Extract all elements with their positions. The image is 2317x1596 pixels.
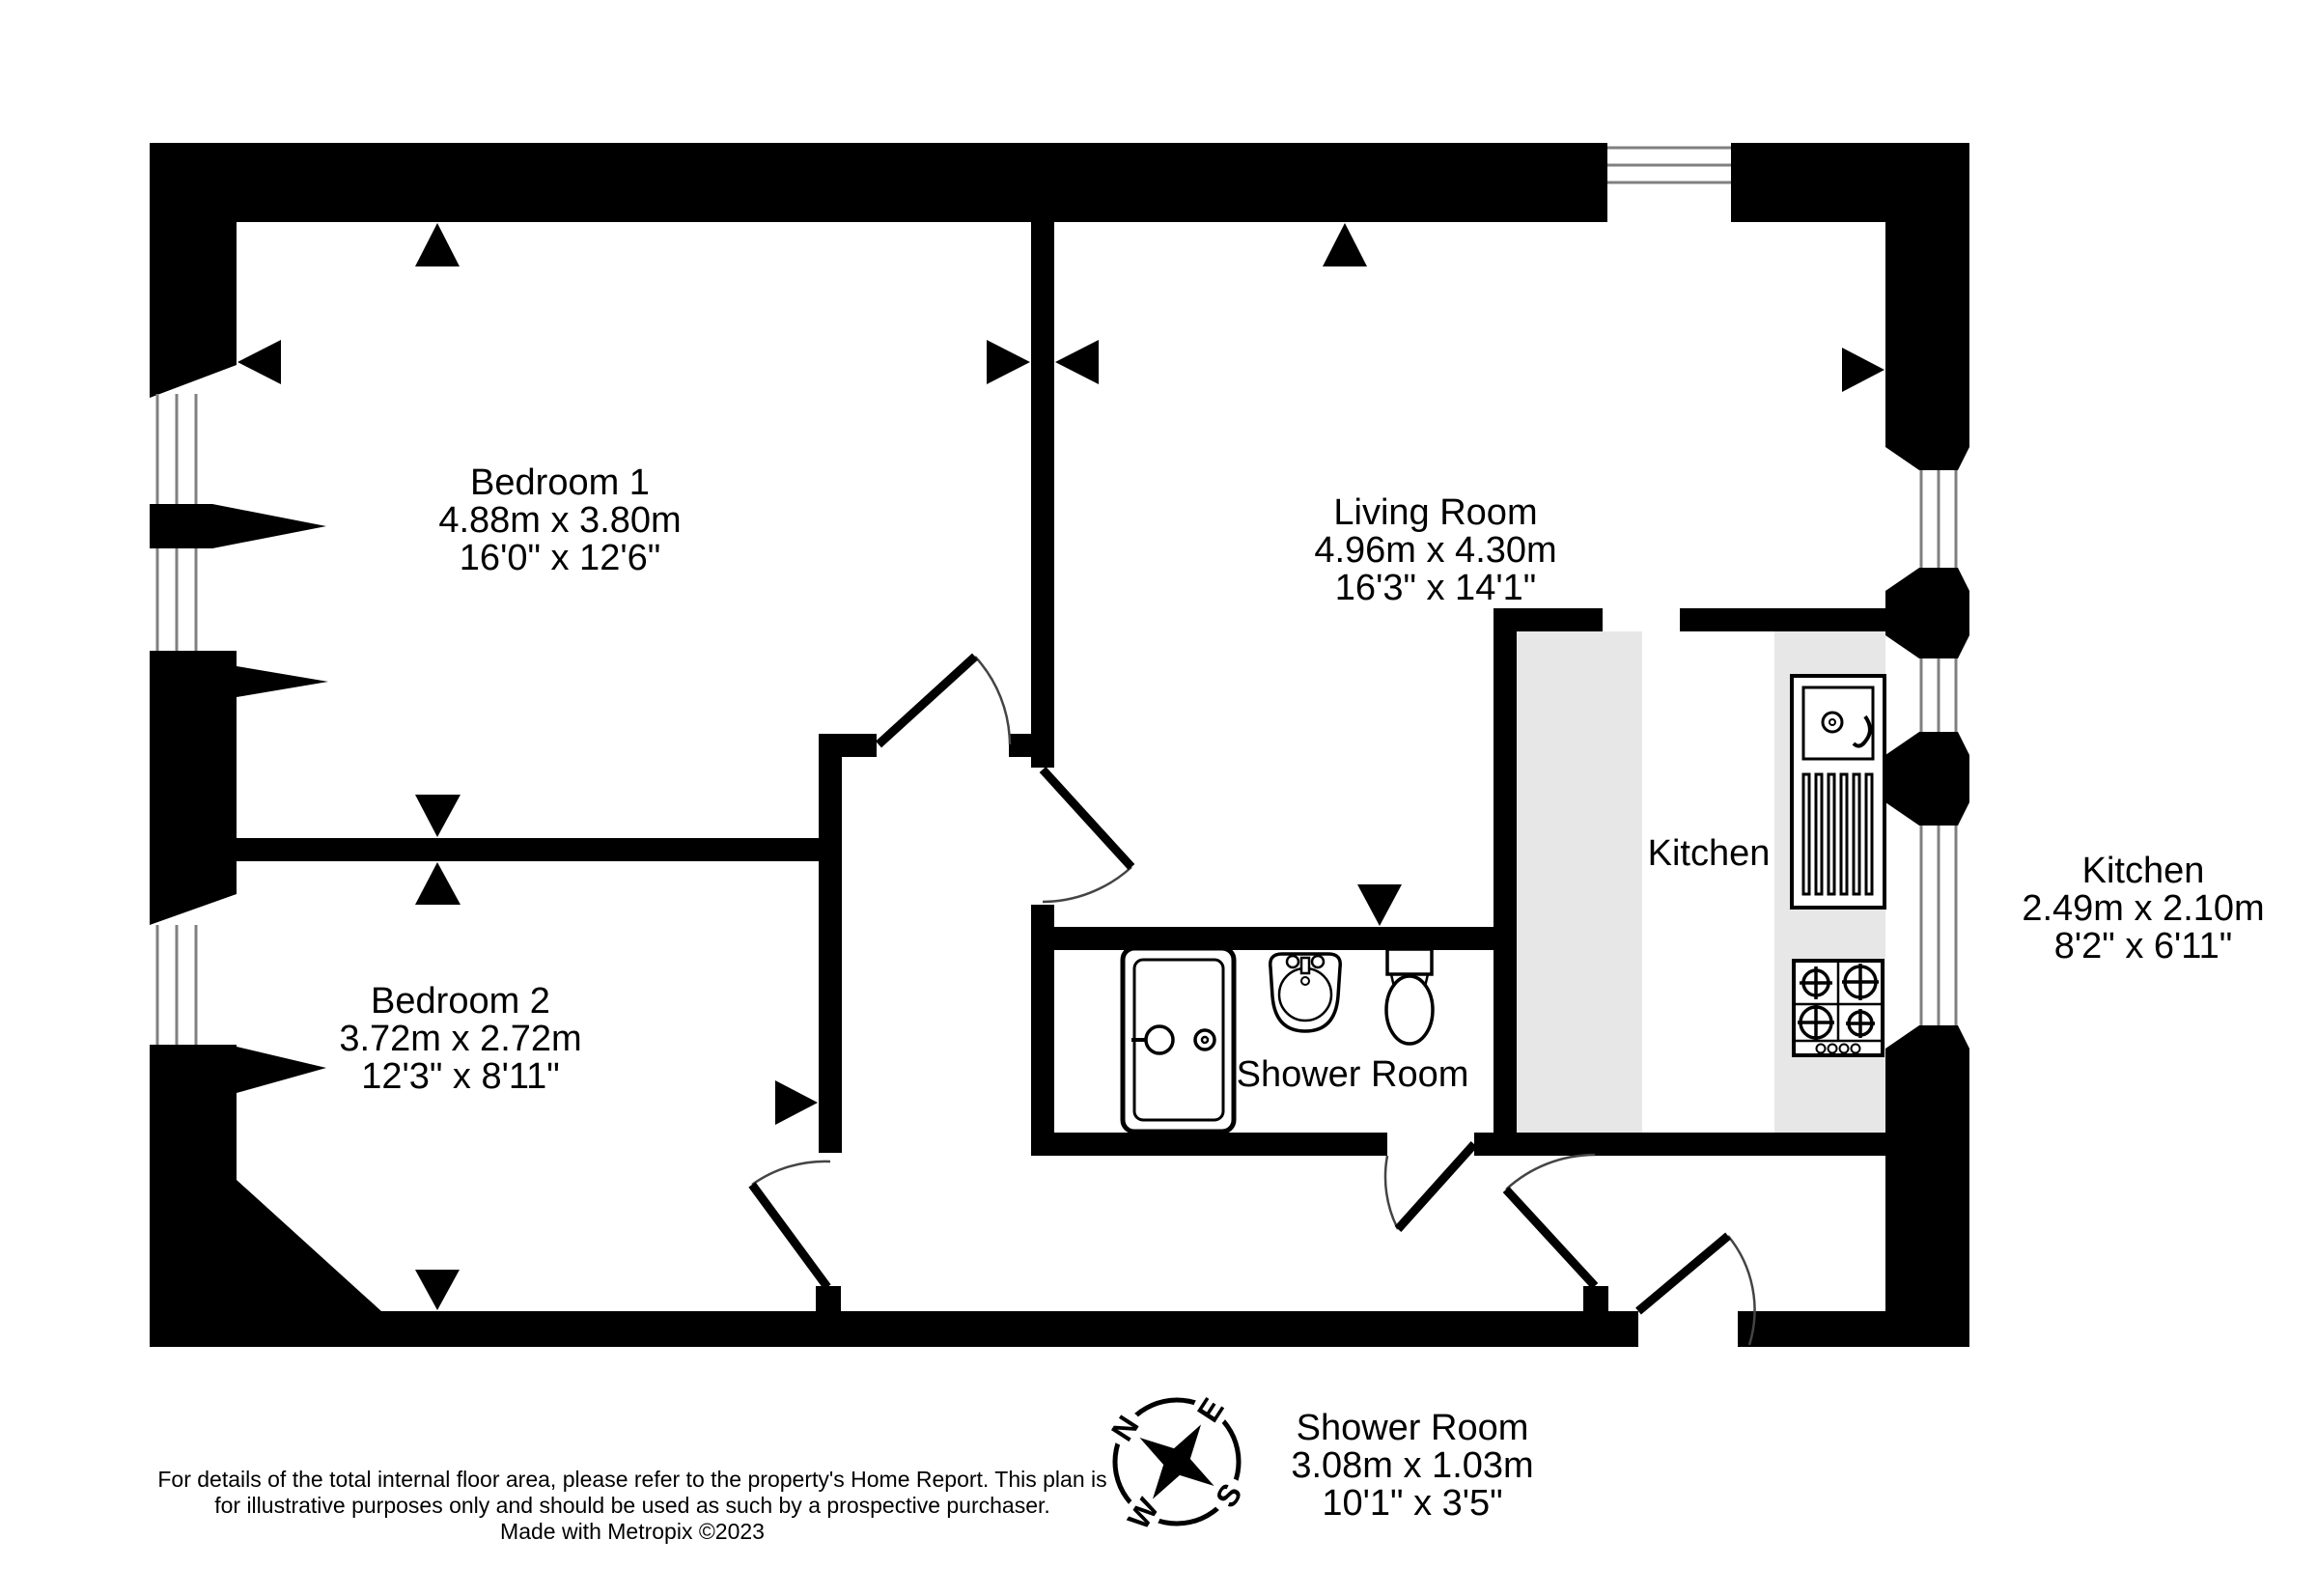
marker-bed1-left: [237, 340, 281, 384]
wall-shower-left: [1031, 905, 1054, 1156]
room-metric: 2.49m x 2.10m: [2022, 888, 2265, 929]
disclaimer-line-1: For details of the total internal floor area, please refer to the property's Home Report. This plan is: [157, 1467, 1107, 1492]
wall-left-pier-point: [150, 504, 326, 548]
label-bedroom-2: [339, 981, 581, 1097]
room-imperial: 10'1" x 3'5": [1322, 1483, 1503, 1524]
wall-chamfer: [1885, 447, 1969, 470]
room-metric: 3.72m x 2.72m: [339, 1019, 582, 1059]
marker-bed2-right: [775, 1080, 818, 1125]
shower-enclosure: [1123, 948, 1234, 1132]
marker-living-right: [1842, 348, 1884, 392]
marker-bed1-right: [987, 340, 1030, 384]
door-shower-room: [1385, 1144, 1474, 1229]
wall-corner-diagonal: [237, 1180, 381, 1311]
wall-bed1-south: [819, 734, 877, 757]
room-name: Shower Room: [1296, 1408, 1529, 1448]
door-vestibule: [1506, 1155, 1595, 1286]
label-shower-inner: Shower Room: [1236, 1054, 1469, 1095]
wall-stub-bed1-door: [1009, 734, 1031, 757]
wall-bottom-right: [1738, 1311, 1969, 1347]
tap-spout-icon: [1301, 958, 1309, 973]
room-name: Kitchen: [2081, 851, 2205, 891]
marker-divider-down: [415, 795, 461, 837]
wall-stub-vestibule-door: [1583, 1286, 1608, 1311]
marker-bed1-top: [415, 223, 460, 266]
wall-chamfer: [237, 1047, 326, 1093]
wall-shower-bottom-b: [1474, 1133, 1517, 1156]
room-metric: 3.08m x 1.03m: [1291, 1445, 1534, 1486]
hob: [1794, 961, 1883, 1055]
wall-left-bottom: [150, 1045, 237, 1347]
room-imperial: 16'0" x 12'6": [459, 538, 661, 578]
window-right-living: [1921, 470, 1956, 568]
window-left-lower: [157, 925, 196, 1045]
wall-bed2-hall: [819, 757, 842, 1153]
room-name: Bedroom 1: [470, 462, 650, 503]
toilet: [1386, 949, 1433, 1044]
wall-bed1-bed2-divider: [237, 838, 819, 861]
room-imperial: 12'3" x 8'11": [361, 1056, 560, 1097]
label-shower-dimensions: [1291, 1408, 1533, 1524]
wall-kitchen-top-b: [1680, 608, 1885, 631]
marker-living-top: [1323, 223, 1367, 266]
marker-bed2-bottom: [415, 1270, 460, 1310]
compass-rose: [1068, 1353, 1287, 1572]
wall-left-mid-pier: [150, 651, 237, 894]
shower-head-icon: [1146, 1026, 1173, 1053]
window-right-kitchen-lower: [1921, 826, 1956, 1025]
door-bedroom-2: [752, 1162, 830, 1287]
room-imperial: 16'3" x 14'1": [1334, 568, 1537, 608]
room-metric: 4.88m x 3.80m: [438, 500, 682, 541]
wall-shower-right-kitchen-left: [1493, 608, 1517, 1156]
shower-room-fixtures: [1123, 948, 1433, 1132]
wall-chamfer: [1885, 1025, 1969, 1049]
tap-handle-icon: [1287, 956, 1298, 967]
windows: [157, 148, 1956, 1045]
footer-disclaimer: [157, 1467, 1106, 1544]
wall-kitchen-top-a: [1493, 608, 1603, 631]
wall-chamfer: [237, 666, 328, 697]
marker-living-left: [1055, 340, 1099, 384]
toilet-cistern: [1387, 949, 1432, 974]
wall-stub-bed2-door: [816, 1286, 841, 1311]
marker-divider-up: [415, 862, 461, 905]
room-imperial: 8'2" x 6'11": [2053, 926, 2233, 966]
compass-north: N: [1103, 1409, 1146, 1447]
kitchen-sink-unit: [1792, 676, 1884, 908]
wall-right-bottom: [1885, 1049, 1969, 1347]
wall-shower-bottom-a: [1054, 1133, 1387, 1156]
disclaimer-line-2: for illustrative purposes only and should be used as such by a prospective purchaser.: [214, 1493, 1050, 1518]
wall-right-pier-2: [1885, 732, 1969, 826]
door-living-room: [1043, 770, 1131, 902]
wall-left-top: [150, 143, 237, 365]
room-name: Living Room: [1333, 492, 1538, 533]
wall-bottom-left: [150, 1311, 1638, 1347]
label-living-room: [1314, 492, 1556, 608]
compass-east: E: [1189, 1391, 1231, 1429]
label-kitchen-inner: Kitchen: [1647, 833, 1771, 874]
door-bedroom-1: [879, 657, 1010, 744]
room-name: Bedroom 2: [371, 981, 550, 1022]
wall-top-left: [150, 143, 1607, 222]
label-kitchen-dimensions: [2022, 851, 2264, 966]
wall-bed1-living-divider: [1031, 222, 1054, 768]
wall-living-south: [1031, 927, 1517, 950]
window-top: [1607, 148, 1731, 182]
wall-chamfer: [150, 365, 237, 398]
compass-west: W: [1120, 1492, 1166, 1536]
compass-south: S: [1208, 1477, 1249, 1514]
label-bedroom-1: [438, 462, 681, 578]
kitchen-fixtures: [1792, 676, 1884, 1055]
wall-vestibule-north: [1517, 1133, 1885, 1156]
tap-handle-icon: [1312, 956, 1324, 967]
room-metric: 4.96m x 4.30m: [1314, 530, 1557, 571]
basin: [1270, 954, 1341, 1031]
door-entrance: [1638, 1236, 1755, 1345]
wall-right-pier-1: [1885, 568, 1969, 658]
exterior-walls: [150, 143, 1969, 1347]
kitchen-floor-left-strip: [1517, 631, 1642, 1133]
window-right-kitchen-upper: [1921, 658, 1956, 732]
wall-right-top: [1885, 143, 1969, 447]
disclaimer-line-3: Made with Metropix ©2023: [500, 1519, 765, 1544]
marker-living-bottom: [1357, 884, 1402, 926]
wall-chamfer: [150, 894, 237, 925]
